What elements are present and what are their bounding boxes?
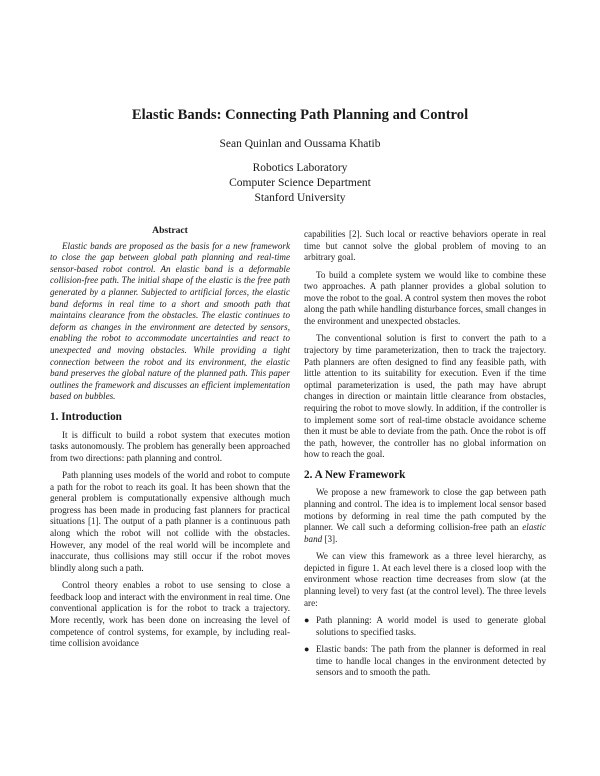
affiliation-lab: Robotics Laboratory [252, 162, 348, 174]
abstract-heading: Abstract [152, 225, 188, 236]
intro-paragraph-3: Control theory enables a robot to use sensing to close a feedback loop and interact with the environment in real time. One conventional application is for the robot to track a trajectory. More recently, work has been done on increasing the level of competence of control systems, for example, by including real-time collision avoidance [50, 580, 290, 649]
framework-paragraph-1 [304, 487, 546, 545]
affiliation [0, 161, 600, 206]
affiliation-university: Stanford University [254, 192, 346, 204]
framework-paragraph-2: We can view this framework as a three level hierarchy, as depicted in figure 1. At each level there is a closed loop with the environment whose reaction time decreases from slow (at the planning level) to very fast (at the control level). The three levels are: [304, 551, 546, 608]
intro-paragraph-2: Path planning uses models of the world and robot to compute a path for the robot to reach its goal. It has been shown that the general problem is computationally expensive although much progress has been made in producing fast planners for practical situations [1]. The output of a path planner is a continuous path along which the robot will not collide with the obstacles. However, any model of the real world will be incomplete and inaccurate, thus collisions may still occur if the robot moves blindly along such a path. [50, 470, 290, 573]
paper-title: Elastic Bands: Connecting Path Planning and Control [131, 107, 469, 123]
left-column [50, 225, 290, 656]
list-item-text: Path planning: A world model is used to generate global solutions to specified tasks. [316, 615, 546, 637]
intro-paragraph-1: It is difficult to build a robot system that executes motion tasks autonomously. The problem has generally been approached from two directions: path planning and control. [50, 429, 290, 463]
list-item [304, 615, 546, 638]
intro-paragraph-4: To build a complete system we would like to combine these two approaches. A path planner provides a global solution to move the robot to the goal. A control system then moves the robot along the path while handling disturbance forces, small changes in the environment and unexpected obstacles. [304, 269, 546, 326]
paper-authors: Sean Quinlan and Oussama Khatib [219, 138, 381, 150]
abstract-text: Elastic bands are proposed as the basis for a new framework to close the gap between global path planning and real-time sensor-based robot control. An elastic band is a deformable collision-free path. The initial shape of the elastic is the free path generated by a planner. Subjected to artificial forces, the elastic band deforms in real time to a short and smooth path that maintains clearance from the obstacles. The elastic continues to deform as changes in the environment are detected by sensors, enabling the robot to accommodate uncertainties and react to unexpected and moving obstacles. While providing a tight connection between the robot and its environment, the elastic band preserves the global nature of the planned path. This paper outlines the framework and discusses an efficient implementation based on bubbles. [50, 240, 290, 402]
framework-levels-list [304, 615, 546, 679]
bullet-icon: ● [304, 643, 310, 654]
framework-paragraph-1-citation: [3]. [322, 533, 338, 544]
intro-paragraph-5: The conventional solution is first to convert the path to a trajectory by time parameterization, then to track the trajectory. Path planners are often designed to find any feasible path, with little attention to its suitability for execution. Even if the time optimal parameterization is used, the path may have abrupt changes in direction or maintain little clearance from obstacles, requiring the robot to move slowly. In addition, if the controller is to implement some sort of real-time obstacle avoidance scheme then it must be able to deviate from the path. Once the robot is off the path, however, the controller has no global information on how to reach the goal. [304, 333, 546, 460]
section-introduction-heading: 1. Introduction [50, 410, 122, 423]
elastic-band-term: elastic band [304, 522, 546, 544]
right-column [304, 229, 546, 685]
intro-paragraph-3-continued: capabilities [2]. Such local or reactive behaviors operate in real time but cannot solve the global problem of moving to an arbitrary goal. [304, 229, 546, 263]
bullet-icon: ● [304, 615, 310, 625]
section-framework-heading: 2. A New Framework [304, 468, 406, 481]
list-item-text: Elastic bands: The path from the planner is deformed in real time to handle local changes in the environment detected by sensors and to smooth the path. [316, 643, 546, 678]
framework-paragraph-1-text: We propose a new framework to close the gap between path planning and control. The idea is to implement local sensor based motions by deforming in real time the path computed by the planner. We call such a deforming collision-free path an [304, 487, 546, 533]
affiliation-department: Computer Science Department [229, 177, 371, 189]
list-item [304, 644, 546, 679]
